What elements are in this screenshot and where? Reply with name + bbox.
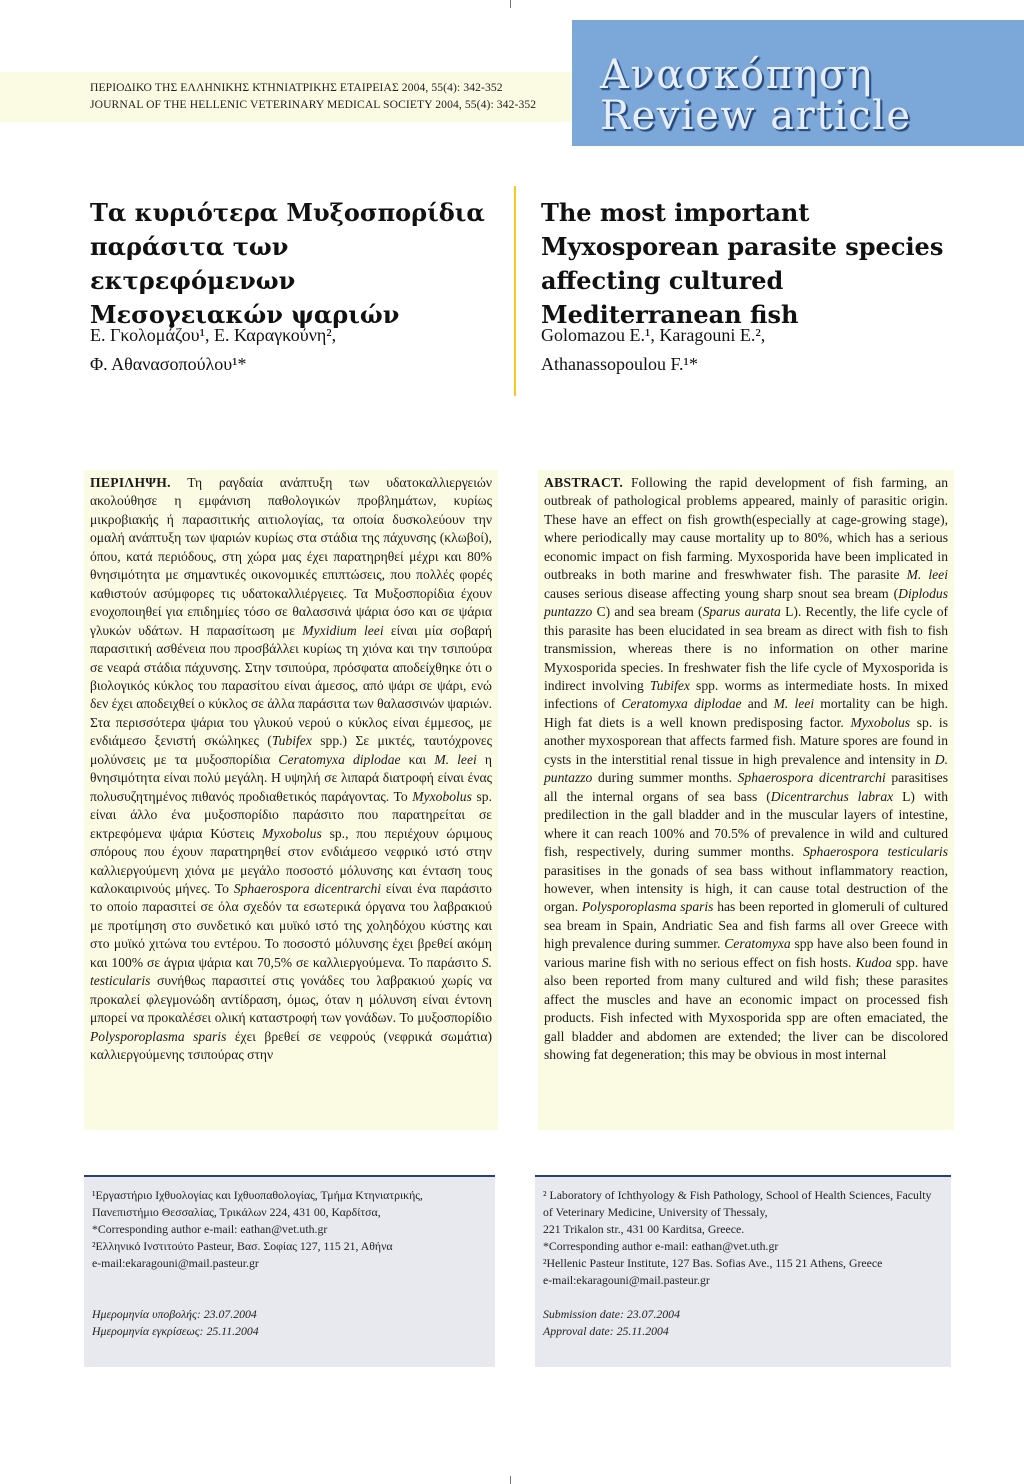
abstract-text-run: είναι μία σοβαρή παρασιτική ασθένεια που προσβάλλει κυρίως τη χιόνα και την τσιπούρα σε νεαρά στάδια πάχυνσης. Στην τσιπούρα, πρόσφατα αποδείχθηκε ότι ο βιολογικός κύκλος του παρασίτου είναι άμεσος, από ψάρι σε ψάρι, ενώ δεν έχει αποδειχθεί ο κύκλος σε άλλα παράσιτα των θαλασσινών ψαριών. Στα περισσότερα ψάρια του γλυκού νερού ο κύκλος είναι έμμεσος, με ενδιάμεσο ξενιστή σκώληκες ( [90, 622, 493, 749]
abstract-text-run: είναι ένα παράσιτο το οποίο παρασιτεί σε όλα σχεδόν τα εσωτερικά όργανα του λαβρακιού με προτίμηση στο συνδετικό και μυϊκό ιστό της χοληδόχου κύστης και στο μυϊκό χιτώνα του εντέρου. Το ποσοστό μόλυνσης έχει βρεθεί ακόμη και 100% σε άγρια ψάρια και 70,5% σε καλλιεργούμενα. Το παράσιτο [90, 880, 492, 970]
abstract-text-run: spp. have also been reported from many cultured and wild fish; these parasites affect the muscles and have an economic impact on processed fish products. Fish infected with Myxosporida spp are often emaciated, the gall bladder and abdomen are extended; the liver can be discolored showing fat degeneration; this may be obvious in most internal [544, 954, 948, 1063]
species-name: Ceratomyxa diplodae [278, 751, 401, 767]
abstract-text-run: spp.) Σε μικτές, ταυτόχρονες μολύνσεις με τα μυξοσπορίδια [90, 733, 493, 767]
footnote-greek-4: e-mail:ekaragouni@mail.pasteur.gr [92, 1256, 259, 1270]
abstract-text-run: parasitises in the gonads of sea bass without inflammatory reaction, however, when intensity is high, it can cause total destruction of the organ. [544, 862, 948, 915]
species-name: Kudoa [855, 954, 892, 970]
species-name: Myxidium leei [302, 622, 384, 638]
abstract-text-run: spp have also been found in various marine fish with no serious effect on fish hosts. [544, 936, 948, 970]
abstract-greek-text [90, 475, 492, 1062]
footnotes-english [535, 1175, 951, 1367]
species-name: D. puntazzo [544, 751, 948, 786]
article-title-greek: Τα κυριότερα Μυξοσπορίδια παράσιτα των εκτρεφόμενων Μεσογειακών ψαριών [90, 198, 485, 329]
submission-date-greek: Ημερομηνία υποβολής: 23.07.2004 [92, 1307, 257, 1321]
species-name: Ceratomyxa [724, 936, 791, 952]
abstract-label-english: ABSTRACT. [544, 475, 624, 490]
approval-date-greek: Ημερομηνία εγκρίσεως: 25.11.2004 [92, 1324, 259, 1338]
abstract-text-run: C) and sea bream ( [592, 604, 703, 620]
approval-date-english: Approval date: 25.11.2004 [543, 1324, 669, 1338]
species-name: Sparus aurata [702, 604, 781, 620]
section-label-english: Review article [600, 93, 912, 139]
species-name: Polysporoplasma sparis [90, 1028, 227, 1044]
footnotes-greek [84, 1175, 495, 1367]
abstract-text-run: συνήθως παρασιτεί στις γονάδες του λαβρακιού χωρίς να προκαλεί φλεγμονώδη αντίδραση, όμως, όταν η μόλυνση είναι έντονη μπορεί να προκαλέσει ολική καταστροφή των γονάδων. Το μυξοσπορίδιο [90, 973, 492, 1026]
species-name: Dicentrarchus labrax [770, 788, 894, 804]
column-divider [514, 186, 516, 396]
abstract-text-run: sp. είναι άλλο ένα μυξοσπορίδιο παράσιτο που παρατηρείται σε εκτρεφόμενα ψάρια Κύστεις [90, 788, 492, 841]
footnote-english-3: *Corresponding author e-mail: eathan@vet.uth.gr [543, 1239, 779, 1253]
abstract-text-run: during summer months. [592, 770, 738, 786]
abstract-text-run: η θνησιμότητα είναι πολύ μεγάλη. Η υψηλή σε λιπαρά διατροφή είναι ένας πολυσυζητημένος πιθανός προδιαθετικός παράγοντας. Το [90, 751, 493, 804]
abstract-text-run: parasitises all the internal organs of sea bass ( [544, 770, 948, 804]
authors-greek-line-2: Φ. Αθανασοπούλου¹* [90, 354, 247, 374]
species-name: M. leei [773, 696, 815, 712]
species-name: Sphaerospora testicularis [802, 844, 948, 860]
abstract-english-text [544, 475, 948, 1062]
abstract-text-run: and [741, 696, 774, 712]
journal-citation-greek: ΠΕΡΙΟΔΙΚΟ ΤΗΣ ΕΛΛΗΝΙΚΗΣ ΚΤΗΝΙΑΤΡΙΚΗΣ ΕΤΑΙΡΕΙΑΣ 2004, 55(4): 342-352 [90, 81, 503, 94]
abstract-greek [84, 470, 498, 1130]
abstract-text-run: Following the rapid development of fish farming, an outbreak of pathological problems appeared, mainly of parasitic origin. These have an effect on fish growth(especially at cage-growing stage), where periodically may cause mortality up to 80%, which has a serious economic impact on fish farming. Myxosporida have been implicated in outbreaks in both marine and freswhwater fish. The parasite [544, 475, 948, 583]
abstract-text-run: L). Recently, the life cycle of this parasite has been elucidated in sea bream as direct with fish to fish transmission, whereas there is no information on other marine Myxosporida species. In freshwater fish the life cycle of Myxosporida is indirect involving [544, 604, 949, 693]
abstract-text-run: causes serious disease affecting young sharp snout sea bream ( [544, 585, 899, 601]
abstract-text-run: L) with predilection in the gall bladder and in the muscular layers of intestine, where it can reach 100% and 70.5% of prevalence in wild and cultured fish, respectively, during summer months. [544, 788, 948, 860]
footnote-english-5: e-mail:ekaragouni@mail.pasteur.gr [543, 1273, 710, 1287]
species-name: S. testicularis [90, 954, 492, 989]
abstract-text-run: Τη ραγδαία ανάπτυξη των υδατοκαλλιεργειών ακολούθησε η εμφάνιση παθολογικών προβλημάτων, κυρίως μικροβιακής ή παρασιτικής αιτιολογίας, τα οποία δυσκολεύουν την ομαλή ανάπτυξη των ψαριών κυρίως στα στάδια της πάχυνσης (κλωβοί), όπου, κατά περιόδους, στη χώρα μας έχει παρατηρηθεί μέχρι και 80% θνησιμότητα με σημαντικές οικονομικές επιπτώσεις, που πολλές φορές καθιστούν ασύμφορες τις υδατοκαλλιέργειες. Τα Μυξοσπορίδια έχουν ενοχοποιηθεί για επιδημίες τόσο σε θαλασσινά ψάρια όσο και σε ψάρια γλυκών υδάτων. Η παρασίτωση με [90, 475, 492, 638]
footnote-english-4: ²Hellenic Pasteur Institute, 127 Bas. Sofias Ave., 115 21 Athens, Greece [543, 1256, 883, 1270]
species-name: M. leei [906, 567, 948, 583]
species-name: M. leei [434, 751, 477, 767]
species-name: Ceratomyxa diplodae [621, 696, 742, 712]
authors-greek-line-1: Ε. Γκολομάζου¹, Ε. Καραγκούνη², [90, 325, 337, 345]
section-label-greek: Ανασκόπηση [600, 52, 874, 98]
species-name: Polysporoplasma sparis [581, 899, 714, 915]
abstract-text-run: spp. worms as intermediate hosts. In mixed infections of [544, 677, 948, 712]
footnote-greek-2: *Corresponding author e-mail: eathan@vet.uth.gr [92, 1222, 328, 1236]
abstract-label-greek: ΠΕΡΙΛΗΨΗ. [90, 475, 171, 490]
abstract-text-run: sp., που περιέχουν ώριμους σπόρους που έχουν παρατηρηθεί στον ενδιάμεσο νεφρικό ιστό στην καλλιεργούμενη χιόνα με μεγάλο ποσοστό μόλυνσης και ένταση τους καλοκαιρινούς μήνες. Το [90, 825, 492, 896]
authors-english [541, 321, 961, 379]
species-name: Myxobolus [850, 714, 911, 730]
abstract-text-run: έχει βρεθεί σε νεφρούς (νεφρικά σωμάτια) καλλιεργούμενης τσιπούρας στην [90, 1028, 492, 1063]
crop-mark-top [510, 0, 511, 8]
submission-date-english: Submission date: 23.07.2004 [543, 1307, 680, 1321]
crop-mark-bottom [510, 1476, 511, 1484]
species-name: Myxobolus [412, 788, 472, 804]
journal-header-bar [0, 72, 572, 122]
article-title-english: The most important Myxosporean parasite species affecting cultured Mediterranean fish [541, 198, 944, 329]
footnote-greek-3: ²Ελληνικό Ινστιτούτο Pasteur, Βασ. Σοφίας 127, 115 21, Αθήνα [92, 1239, 393, 1253]
abstract-english [538, 470, 954, 1130]
species-name: Tubifex [271, 733, 312, 749]
authors-english-line-1: Golomazou E.¹, Karagouni E.², [541, 325, 766, 345]
footnote-english-1: ² Laboratory of Ichthyology & Fish Pathology, School of Health Sciences, Faculty of Veterinary Medicine, University of Thessaly, [543, 1188, 932, 1219]
footnote-english-2: 221 Trikalon str., 431 00 Karditsa, Greece. [543, 1222, 745, 1236]
species-name: Myxobolus [262, 825, 322, 841]
journal-citation-english: JOURNAL OF THE HELLENIC VETERINARY MEDICAL SOCIETY 2004, 55(4): 342-352 [90, 98, 537, 111]
abstract-text-run: mortality can be high. High fat diets is a well known predisposing factor. [544, 696, 948, 730]
footnote-greek-1: ¹Εργαστήριο Ιχθυολογίας και Ιχθυοπαθολογίας, Τμήμα Κτηνιατρικής, Πανεπιστήμιο Θεσσαλίας, Τρικάλων 224, 431 00, Καρδίτσα, [92, 1188, 423, 1219]
abstract-text-run: has been reported in glomeruli of cultured sea bream in Spain, Andriatic Sea and fish farms all over Greece with high prevalence during summer. [544, 899, 948, 952]
species-name: Sphaerospora dicentrarchi [737, 770, 886, 786]
species-name: Tubifex [649, 677, 690, 693]
authors-english-line-2: Athanassopoulou F.¹* [541, 354, 698, 374]
abstract-text-run: sp. is another myxosporean that affects farmed fish. Mature spores are found in cysts in the interstitial renal tissue in high prevalence and intensity in [544, 714, 948, 767]
authors-greek [90, 321, 490, 379]
abstract-text-run: και [400, 751, 435, 767]
species-name: Sphaerospora dicentrarchi [233, 880, 382, 896]
species-name: Diplodus puntazzo [544, 585, 948, 620]
